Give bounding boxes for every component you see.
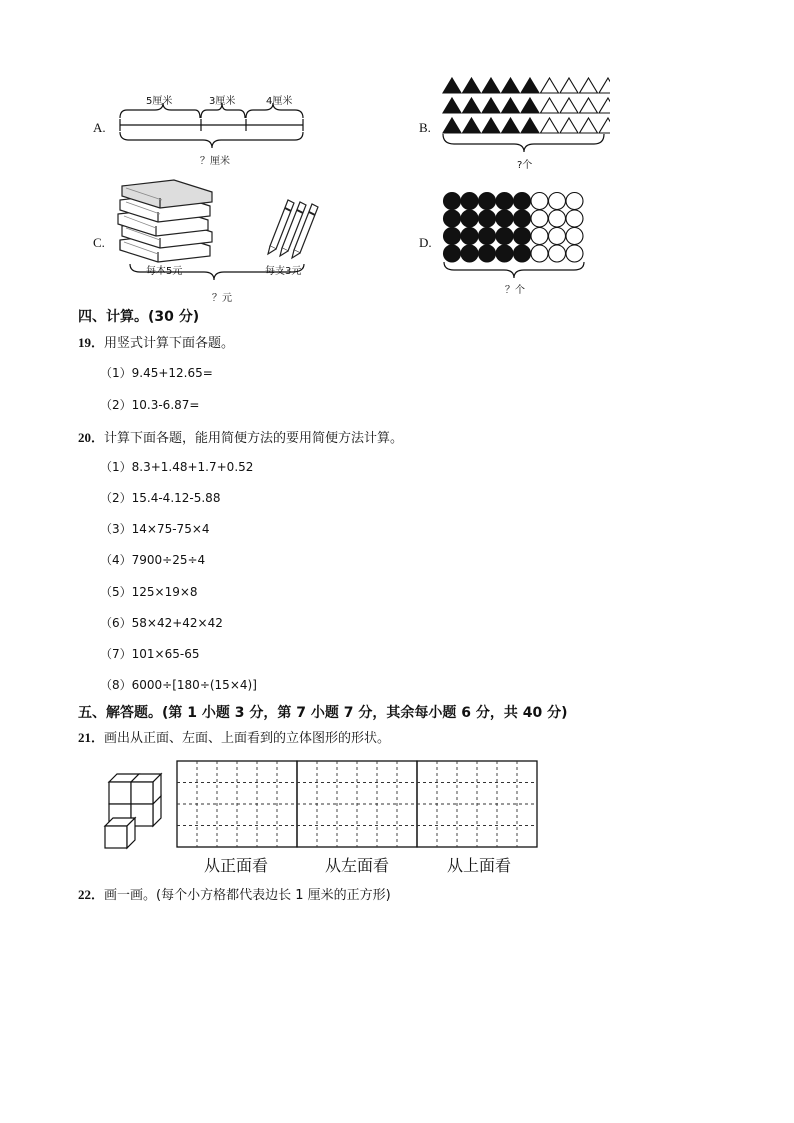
filled-circle [444,245,461,262]
filled-circle [479,210,496,227]
total-label-a: ？厘米 [200,156,230,167]
filled-triangle [443,118,461,133]
empty-circle [549,210,566,227]
filled-triangle [443,78,461,93]
filled-circle [461,245,478,262]
filled-circle [514,210,531,227]
filled-triangle [502,98,520,113]
empty-circle [549,228,566,245]
view-label-left: 从左面看 [325,856,390,875]
cube-stack-figure [103,770,173,850]
book-stack-icon [118,180,212,262]
q19-text: 用竖式计算下面各题。 [104,336,235,351]
empty-triangle [599,78,610,93]
section4-title: 四、计算。(30 分) [78,309,200,325]
brace-total [120,132,303,148]
filled-circle [479,245,496,262]
filled-circle [479,193,496,210]
empty-triangle [599,98,610,113]
view-label-top: 从上面看 [447,856,512,875]
empty-circle [531,210,548,227]
empty-circle [566,210,583,227]
empty-circle [531,228,548,245]
q20-item-1: （1）8.3+1.48+1.7+0.52 [100,460,254,474]
grid-2[interactable] [297,761,417,847]
filled-triangle [521,78,539,93]
q22 [78,884,391,903]
total-label-c: ？元 [212,293,232,304]
view-label-front: 从正面看 [204,856,269,875]
empty-triangle [560,118,578,133]
total-label-d: ？个 [505,285,525,296]
filled-triangle [482,98,500,113]
empty-circle [531,245,548,262]
q19-number: 19． [78,335,105,350]
empty-triangle [560,78,578,93]
empty-circle [566,245,583,262]
book-price-label: 每本5元 [146,266,183,277]
q20-item-7: （7）101×65-65 [100,647,200,661]
q20-item-8: （8）6000÷[180÷(15×4)] [100,678,257,692]
filled-triangle [521,98,539,113]
empty-circle [531,193,548,210]
filled-circle [444,228,461,245]
empty-triangle [599,118,610,133]
seg1-label: 5厘米 [146,96,173,107]
filled-circle [496,210,513,227]
filled-circle [514,245,531,262]
q20-number: 20． [78,430,105,445]
empty-circle [549,245,566,262]
drawing-grids [176,760,542,850]
empty-triangle [580,98,598,113]
filled-circle [444,210,461,227]
q20-text: 计算下面各题，能用简便方法的要用简便方法计算。 [104,431,404,446]
filled-circle [479,228,496,245]
empty-triangle [541,78,559,93]
brace-total-b [443,134,604,152]
option-a-letter: A. [93,120,106,135]
q19-item-2: （2）10.3-6.87= [100,398,200,412]
brace-total-d [444,262,584,278]
filled-circle [461,193,478,210]
filled-triangle [502,78,520,93]
filled-circle [444,193,461,210]
empty-triangle [580,118,598,133]
q20-item-6: （6）58×42+42×42 [100,616,223,630]
filled-triangle [463,98,481,113]
q21-text: 画出从正面、左面、上面看到的立体图形的形状。 [104,731,391,746]
option-d-figure [440,190,590,290]
filled-circle [496,228,513,245]
filled-triangle [482,78,500,93]
filled-triangle [463,118,481,133]
empty-triangle [541,98,559,113]
empty-circle [566,228,583,245]
empty-triangle [541,118,559,133]
section5-title: 五、解答题。(第 1 小题 3 分，第 7 小题 7 分，其余每小题 6 分，共 40 分) [78,705,568,721]
empty-triangle [580,78,598,93]
option-d-letter: D. [419,235,432,250]
pens-icon [268,200,318,258]
filled-circle [496,193,513,210]
empty-circle [549,193,566,210]
filled-triangle [521,118,539,133]
option-c-letter: C. [93,235,105,250]
q20 [78,427,403,446]
q20-item-5: （5）125×19×8 [100,585,198,599]
q19-item-1: （1）9.45+12.65= [100,366,213,380]
q22-text: 画一画。(每个小方格都代表边长 1 厘米的正方形) [104,888,391,903]
filled-triangle [463,78,481,93]
q22-number: 22． [78,887,105,902]
q20-item-4: （4）7900÷25÷4 [100,553,206,567]
grid-3[interactable] [417,761,537,847]
option-b-figure [440,76,610,156]
seg2-label: 3厘米 [209,96,236,107]
filled-circle [461,210,478,227]
total-label-b: ?个 [517,160,533,171]
grid-1[interactable] [177,761,297,847]
filled-circle [461,228,478,245]
option-b-letter: B. [419,120,431,135]
empty-triangle [560,98,578,113]
filled-triangle [443,98,461,113]
q19 [78,332,234,351]
filled-circle [496,245,513,262]
q20-item-3: （3）14×75-75×4 [100,522,210,536]
filled-triangle [502,118,520,133]
q21-number: 21． [78,730,105,745]
filled-triangle [482,118,500,133]
filled-circle [514,228,531,245]
q21 [78,727,390,746]
q20-item-2: （2）15.4-4.12-5.88 [100,491,221,505]
filled-circle [514,193,531,210]
pen-price-label: 每支3元 [265,266,302,277]
seg3-label: 4厘米 [266,96,293,107]
empty-circle [566,193,583,210]
